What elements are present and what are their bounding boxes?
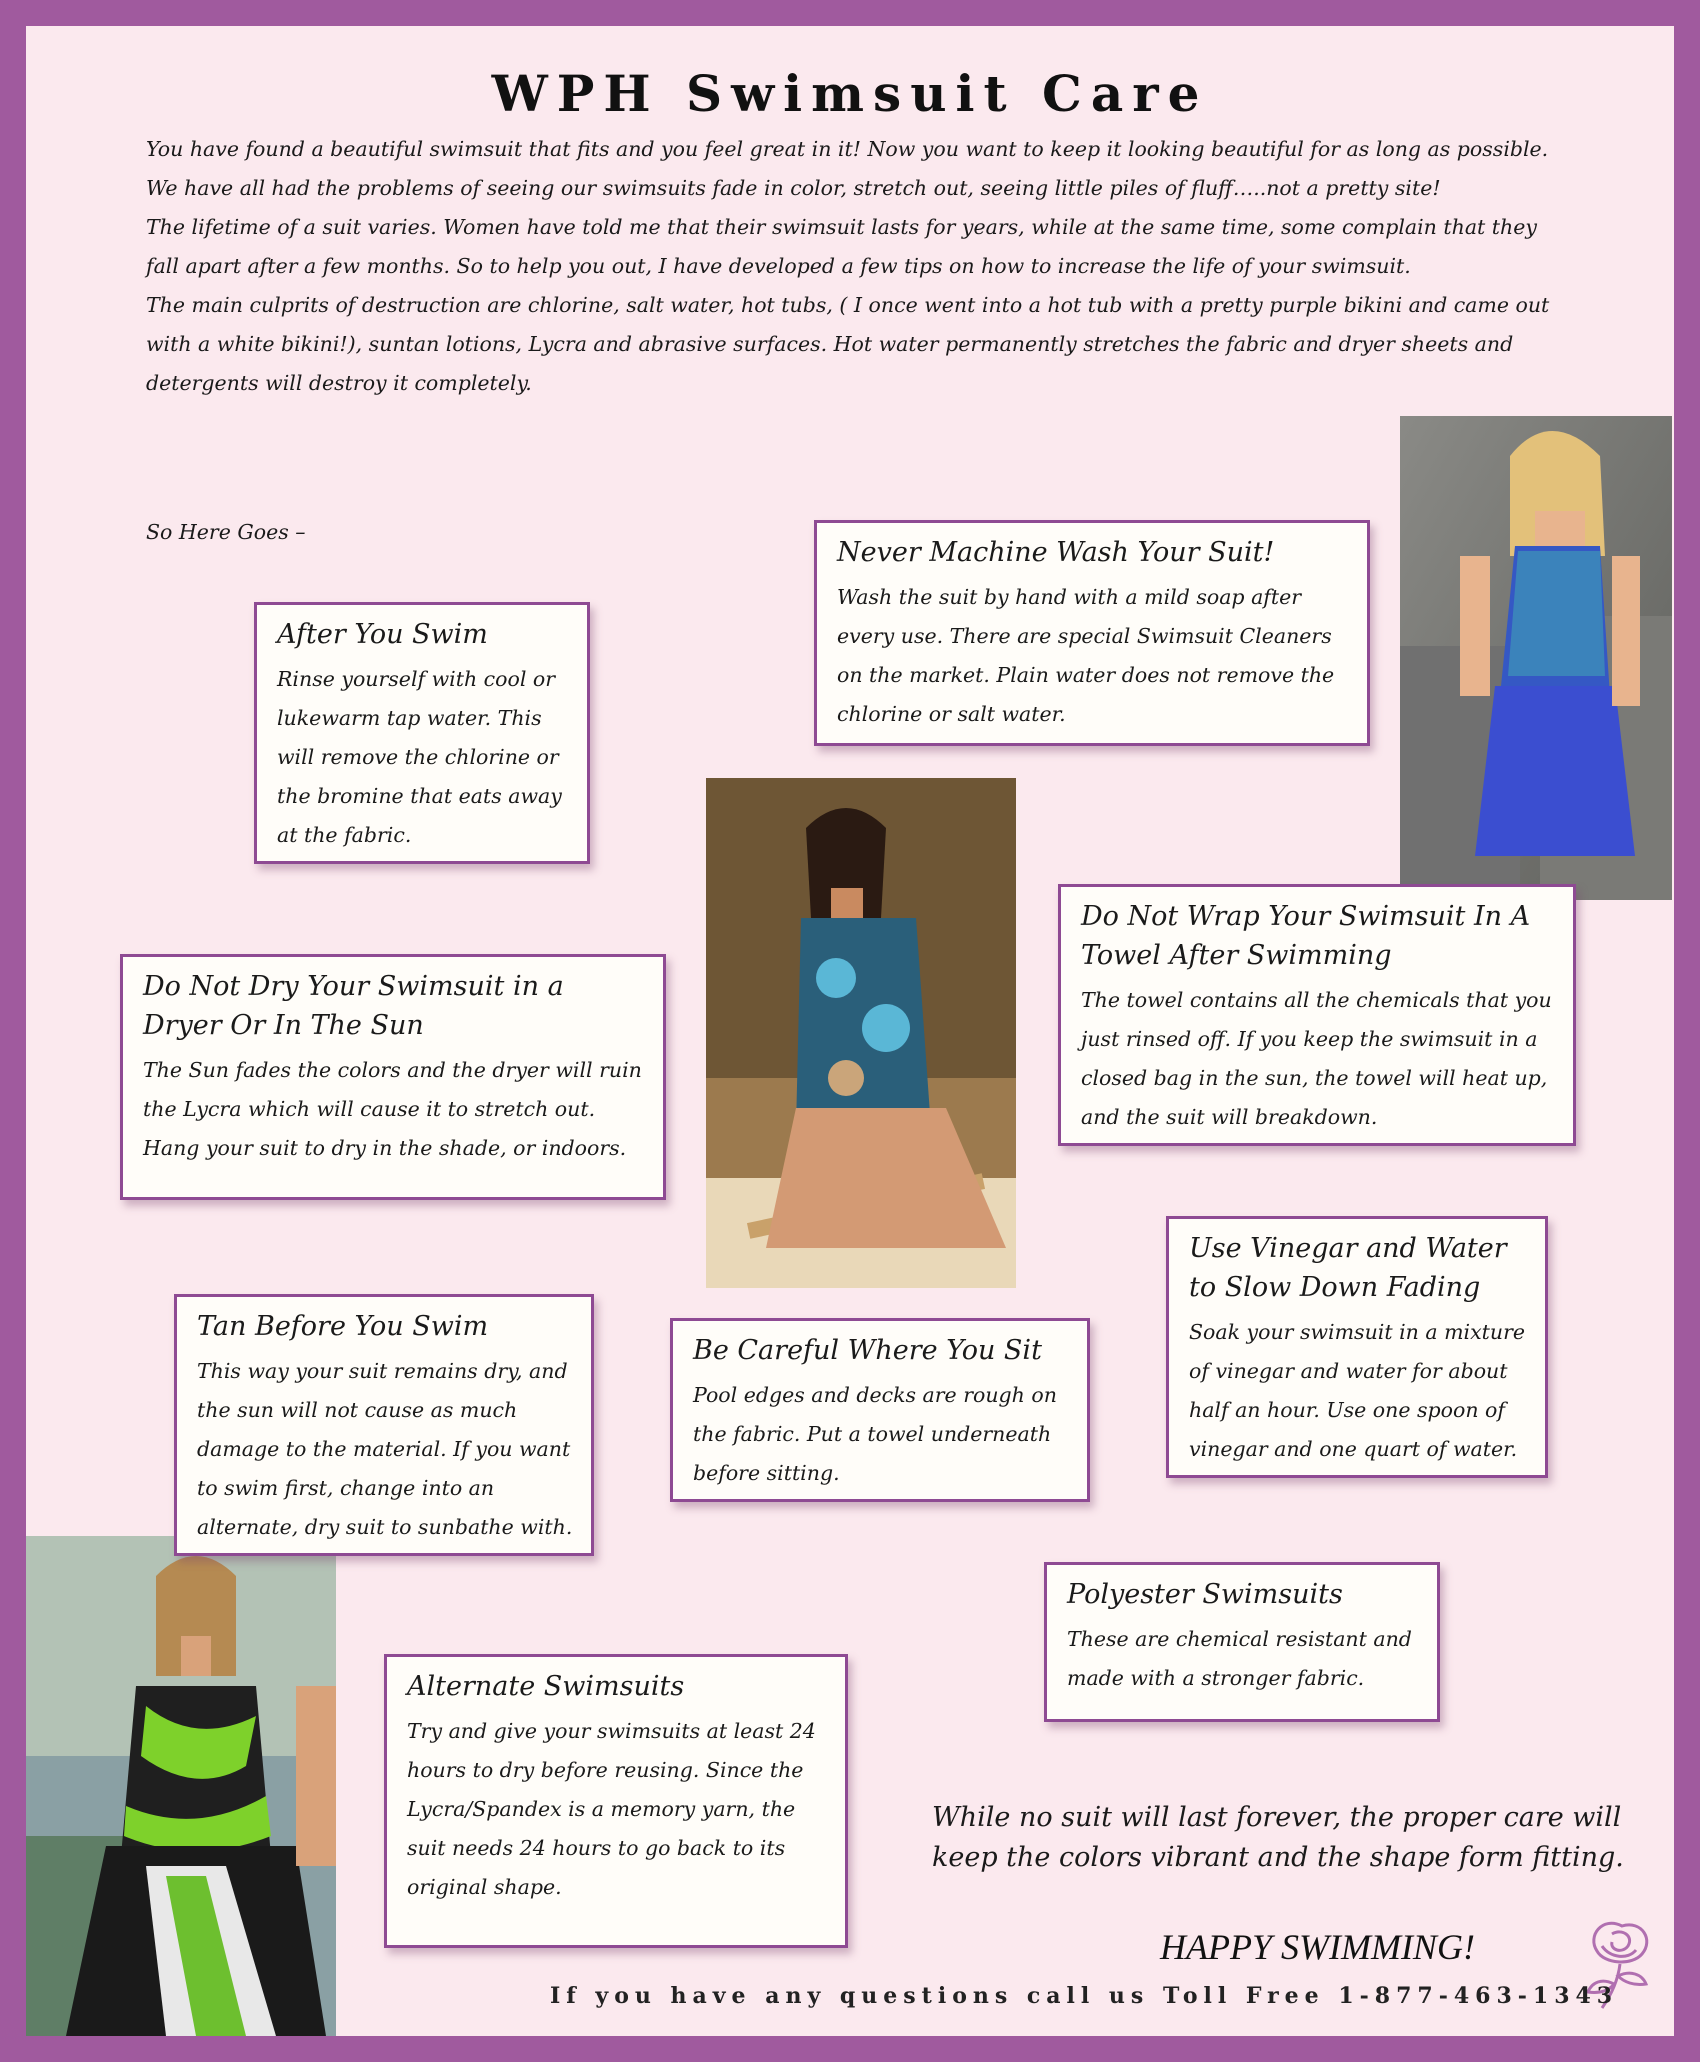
page bbox=[26, 26, 1674, 2036]
tip-heading: Be Careful Where You Sit bbox=[693, 1335, 1042, 1366]
intro-paragraph: You have found a beautiful swimsuit that fits and you feel great in it! Now you want to keep it looking beautiful for as long as possible. bbox=[146, 137, 1549, 161]
tip-body: Rinse yourself with cool or lukewarm tap water. This will remove the chlorine or the bromine that eats away at the fabric. bbox=[277, 667, 562, 847]
tip-be-careful-where-you-sit bbox=[670, 1318, 1090, 1502]
tip-body: Wash the suit by hand with a mild soap after every use. There are special Swimsuit Cleaners on the market. Plain water does not remove the chlorine or salt water. bbox=[837, 585, 1335, 726]
closing-statement: While no suit will last forever, the proper care will keep the colors vibrant and the shape form fitting. bbox=[932, 1802, 1624, 1873]
tip-heading: Do Not Dry Your Swimsuit in a Dryer Or In The Sun bbox=[143, 971, 564, 1041]
intro-paragraph: We have all had the problems of seeing our swimsuits fade in color, stretch out, seeing little piles of fluff…..not a pretty site! bbox=[146, 176, 1441, 200]
so-here-goes-text: So Here Goes – bbox=[146, 520, 306, 544]
tip-after-you-swim bbox=[254, 602, 590, 864]
photo-woman-purple-swimdress bbox=[1400, 416, 1672, 900]
tip-do-not-wrap-towel bbox=[1058, 884, 1576, 1146]
tip-body: The Sun fades the colors and the dryer will ruin the Lycra which will cause it to stretch out. Hang your suit to dry in the shade, or indoors. bbox=[143, 1058, 642, 1160]
footer-contact: If you have any questions call us Toll Free 1-877-463-1343 bbox=[550, 1983, 1619, 2009]
tip-heading: Never Machine Wash Your Suit! bbox=[837, 537, 1275, 568]
tip-do-not-dry-in-dryer bbox=[120, 954, 666, 1200]
tip-body: The towel contains all the chemicals that you just rinsed off. If you keep the swimsuit in a closed bag in the sun, the towel will heat up, and the suit will breakdown. bbox=[1081, 988, 1552, 1129]
tip-never-machine-wash bbox=[814, 520, 1370, 746]
intro-text bbox=[146, 130, 1566, 403]
photo-woman-floral-swimsuit bbox=[706, 778, 1016, 1288]
tip-heading: Do Not Wrap Your Swimsuit In A Towel After Swimming bbox=[1081, 901, 1531, 971]
tip-polyester-swimsuits bbox=[1044, 1562, 1440, 1722]
tip-heading: After You Swim bbox=[277, 619, 488, 650]
tip-body: Pool edges and decks are rough on the fabric. Put a towel underneath before sitting. bbox=[693, 1383, 1057, 1485]
tip-tan-before-you-swim bbox=[174, 1294, 594, 1556]
tip-vinegar-and-water bbox=[1166, 1216, 1548, 1478]
page-title: WPH Swimsuit Care bbox=[491, 64, 1209, 123]
tip-body: This way your suit remains dry, and the sun will not cause as much damage to the material. If you want to swim first, change into an alternate, dry suit to sunbathe with. bbox=[197, 1359, 573, 1539]
photo-woman-green-swimdress bbox=[26, 1536, 336, 2036]
tip-heading: Polyester Swimsuits bbox=[1067, 1579, 1343, 1610]
tip-alternate-swimsuits bbox=[384, 1654, 848, 1948]
intro-paragraph: The lifetime of a suit varies. Women have told me that their swimsuit lasts for years, while at the same time, some complain that they fall apart after a few months. So to help you out, I have developed a few tips on how to increase the life of your swimsuit. bbox=[146, 215, 1537, 278]
tip-heading: Alternate Swimsuits bbox=[407, 1671, 685, 1702]
intro-paragraph: The main culprits of destruction are chlorine, salt water, hot tubs, ( I once went into a hot tub with a pretty purple bikini and came out with a white bikini!), suntan lotions, Lycra and abrasive surfaces. Hot water permanently stretches the fabric and dryer sheets and detergents will destroy it completely. bbox=[146, 293, 1550, 395]
tip-body: Soak your swimsuit in a mixture of vinegar and water for about half an hour. Use one spoon of vinegar and one quart of water. bbox=[1189, 1320, 1526, 1461]
happy-swimming-text: HAPPY SWIMMING! bbox=[1160, 1927, 1475, 1967]
tip-body: These are chemical resistant and made with a stronger fabric. bbox=[1067, 1627, 1412, 1690]
tip-heading: Use Vinegar and Water to Slow Down Fading bbox=[1189, 1233, 1507, 1303]
tip-body: Try and give your swimsuits at least 24 hours to dry before reusing. Since the Lycra/Spandex is a memory yarn, the suit needs 24 hours to go back to its original shape. bbox=[407, 1719, 816, 1899]
tip-heading: Tan Before You Swim bbox=[197, 1311, 489, 1342]
